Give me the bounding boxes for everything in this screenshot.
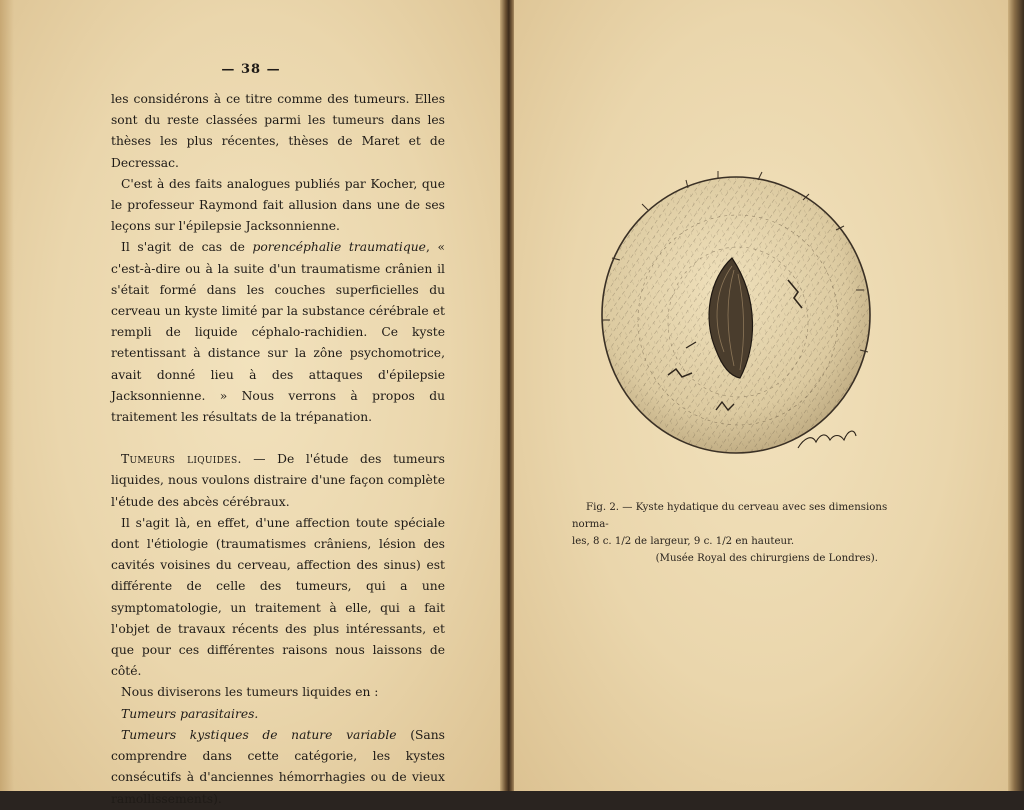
hydatid-cyst-engraving-icon [598, 170, 878, 480]
paragraph-2: C'est à des faits analogues publiés par Kocher, que le professeur Raymond fait allusion dans une de ses leçons sur l'épilepsie Jacksonnienne. [111, 176, 445, 234]
paragraph-3 [111, 237, 445, 428]
paragraph-1: les considérons à ce titre comme des tumeurs. Elles sont du reste classées parmi les tumeurs dans les thèses les plus récentes, thèses de Maret et de Decressac. [111, 92, 445, 170]
paragraph-5: Il s'agit là, en effet, d'une affection toute spéciale dont l'étiologie (traumatismes crâniens, lésion des cavités voisines du cerveau, affection des sinus) est différente de celle des tumeurs, qui a une symptomatologie, un traitement à elle, qui a fait l'objet de travaux récents des plus intéressants, et que pour ces différentes raisons nous laissons de côté. [111, 515, 445, 679]
list-item-kystiques [111, 725, 445, 810]
section-gap [111, 428, 445, 449]
page-number: — 38 — [221, 62, 281, 77]
figure-caption [572, 499, 908, 567]
body-text [111, 89, 445, 810]
porencephalie-term: porencéphalie traumatique [252, 240, 426, 255]
paragraph-3-rest: , « c'est-à-dire ou à la suite d'un traumatisme crânien il s'était formé dans les couches superficielles du cerveau un kyste limité par la substance cérébrale et rempli de liquide céphalo-rachidien. Ce kyste retentissant à distance sur la zône psychomotrice, avait donné lieu à des attaques d'épilepsie Jacksonnienne. » Nous verrons à propos du traitement les résultats de la trépanation. [111, 240, 445, 425]
paragraph-4-rest: — De l'étude des tumeurs liquides, nous voulons distraire d'une façon complète l'étude des abcès cérébraux. [111, 452, 445, 509]
caption-line-2: les, 8 c. 1/2 de largeur, 9 c. 1/2 en hauteur. [572, 536, 795, 547]
list-item-parasitaires: Tumeurs parasitaires. [121, 706, 259, 721]
kystiques-rest: (Sans comprendre dans cette catégorie, les kystes consécutifs à d'anciennes hémorrhagies ou de vieux ramollissements). [111, 727, 445, 806]
section-heading-tumeurs-liquides: Tumeurs liquides. [121, 452, 242, 467]
paragraph-3-start: Il s'agit de cas de [121, 240, 253, 255]
book-right-edge [1008, 0, 1024, 791]
paragraph-4 [111, 449, 445, 513]
page-edge-shadow [0, 0, 14, 791]
caption-source: (Musée Royal des chirurgiens de Londres). [655, 553, 878, 564]
kystiques-term: Tumeurs kystiques de nature variable [121, 727, 397, 742]
cyst-illustration [598, 170, 878, 480]
caption-line-1: Fig. 2. — Kyste hydatique du cerveau avec ses dimensions norma- [572, 502, 888, 530]
left-page [0, 0, 502, 806]
paragraph-6: Nous diviserons les tumeurs liquides en : [121, 685, 379, 700]
